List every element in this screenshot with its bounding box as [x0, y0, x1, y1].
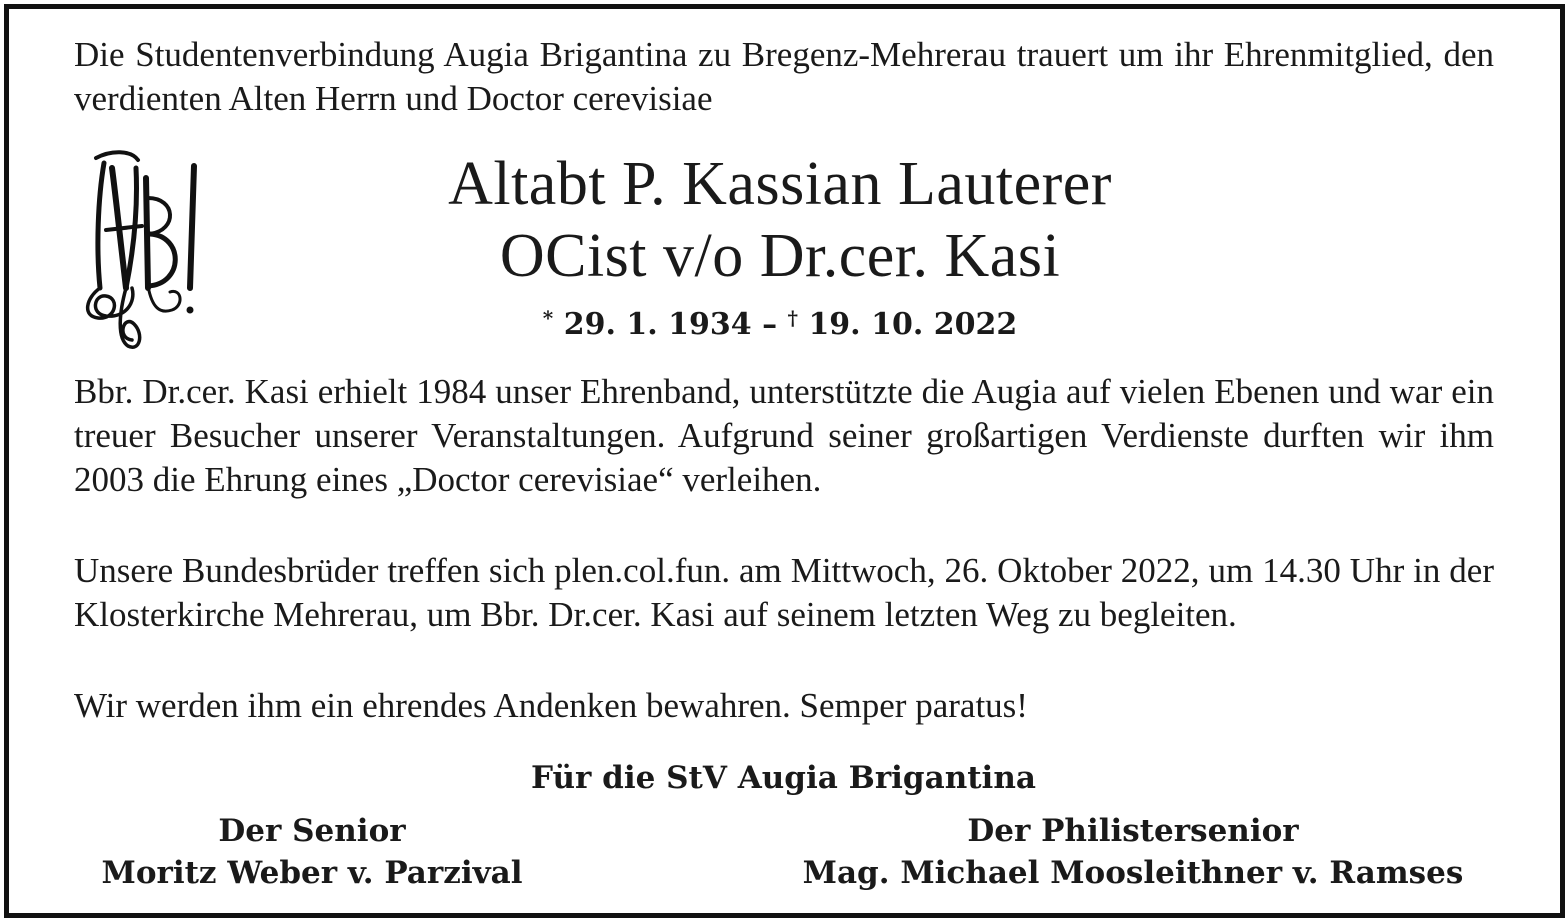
- signature-role: Der Senior: [218, 813, 406, 849]
- deceased-name: Altabt P. Kassian Lauterer: [448, 150, 1112, 218]
- death-date: 19. 10. 2022: [808, 307, 1018, 342]
- fraternity-circle-monogram-icon: [76, 138, 216, 358]
- paragraph-funeral-info: Unsere Bundesbrüder treffen sich plen.col.fun. am Mittwoch, 26. Oktober 2022, um 14.30 Uhr in der Klosterkirche Mehrerau, um Bbr. Dr.cer. Kasi auf seinem letzten Weg zu begleiten.: [74, 551, 1494, 634]
- signature-name: Mag. Michael Moosleithner v. Ramses: [802, 855, 1464, 891]
- paragraph-honors: Bbr. Dr.cer. Kasi erhielt 1984 unser Ehrenband, unterstützte die Augia auf vielen Ebenen und war ein treuer Besucher unserer Veranstaltungen. Aufgrund seiner großartigen Verdienste durften wir ihm 2003 die Ehrung eines „Doctor cerevisiae“ verleihen.: [74, 372, 1494, 499]
- deceased-name-block: [280, 148, 1280, 343]
- signature-philistersenior: [760, 810, 1506, 894]
- signature-heading: Für die StV Augia Brigantina: [531, 760, 1036, 796]
- deceased-order-and-nickname: OCist v/o Dr.cer. Kasi: [499, 222, 1061, 290]
- signature-name: Moritz Weber v. Parzival: [101, 855, 523, 891]
- signature-senior: [70, 810, 554, 894]
- signature-role: Der Philistersenior: [967, 813, 1299, 849]
- date-separator: –: [762, 307, 778, 342]
- life-dates: [280, 300, 1280, 343]
- paragraph-closing: Wir werden ihm ein ehrendes Andenken bewahren. Semper paratus!: [74, 686, 1028, 725]
- birth-date: 29. 1. 1934: [563, 307, 752, 342]
- birth-symbol: *: [542, 306, 554, 330]
- death-symbol: †: [787, 306, 798, 330]
- intro-text: Die Studentenverbindung Augia Brigantina zu Bregenz-Mehrerau trauert um ihr Ehrenmitglied, den verdienten Alten Herrn und Doctor cerevisiae: [74, 35, 1494, 118]
